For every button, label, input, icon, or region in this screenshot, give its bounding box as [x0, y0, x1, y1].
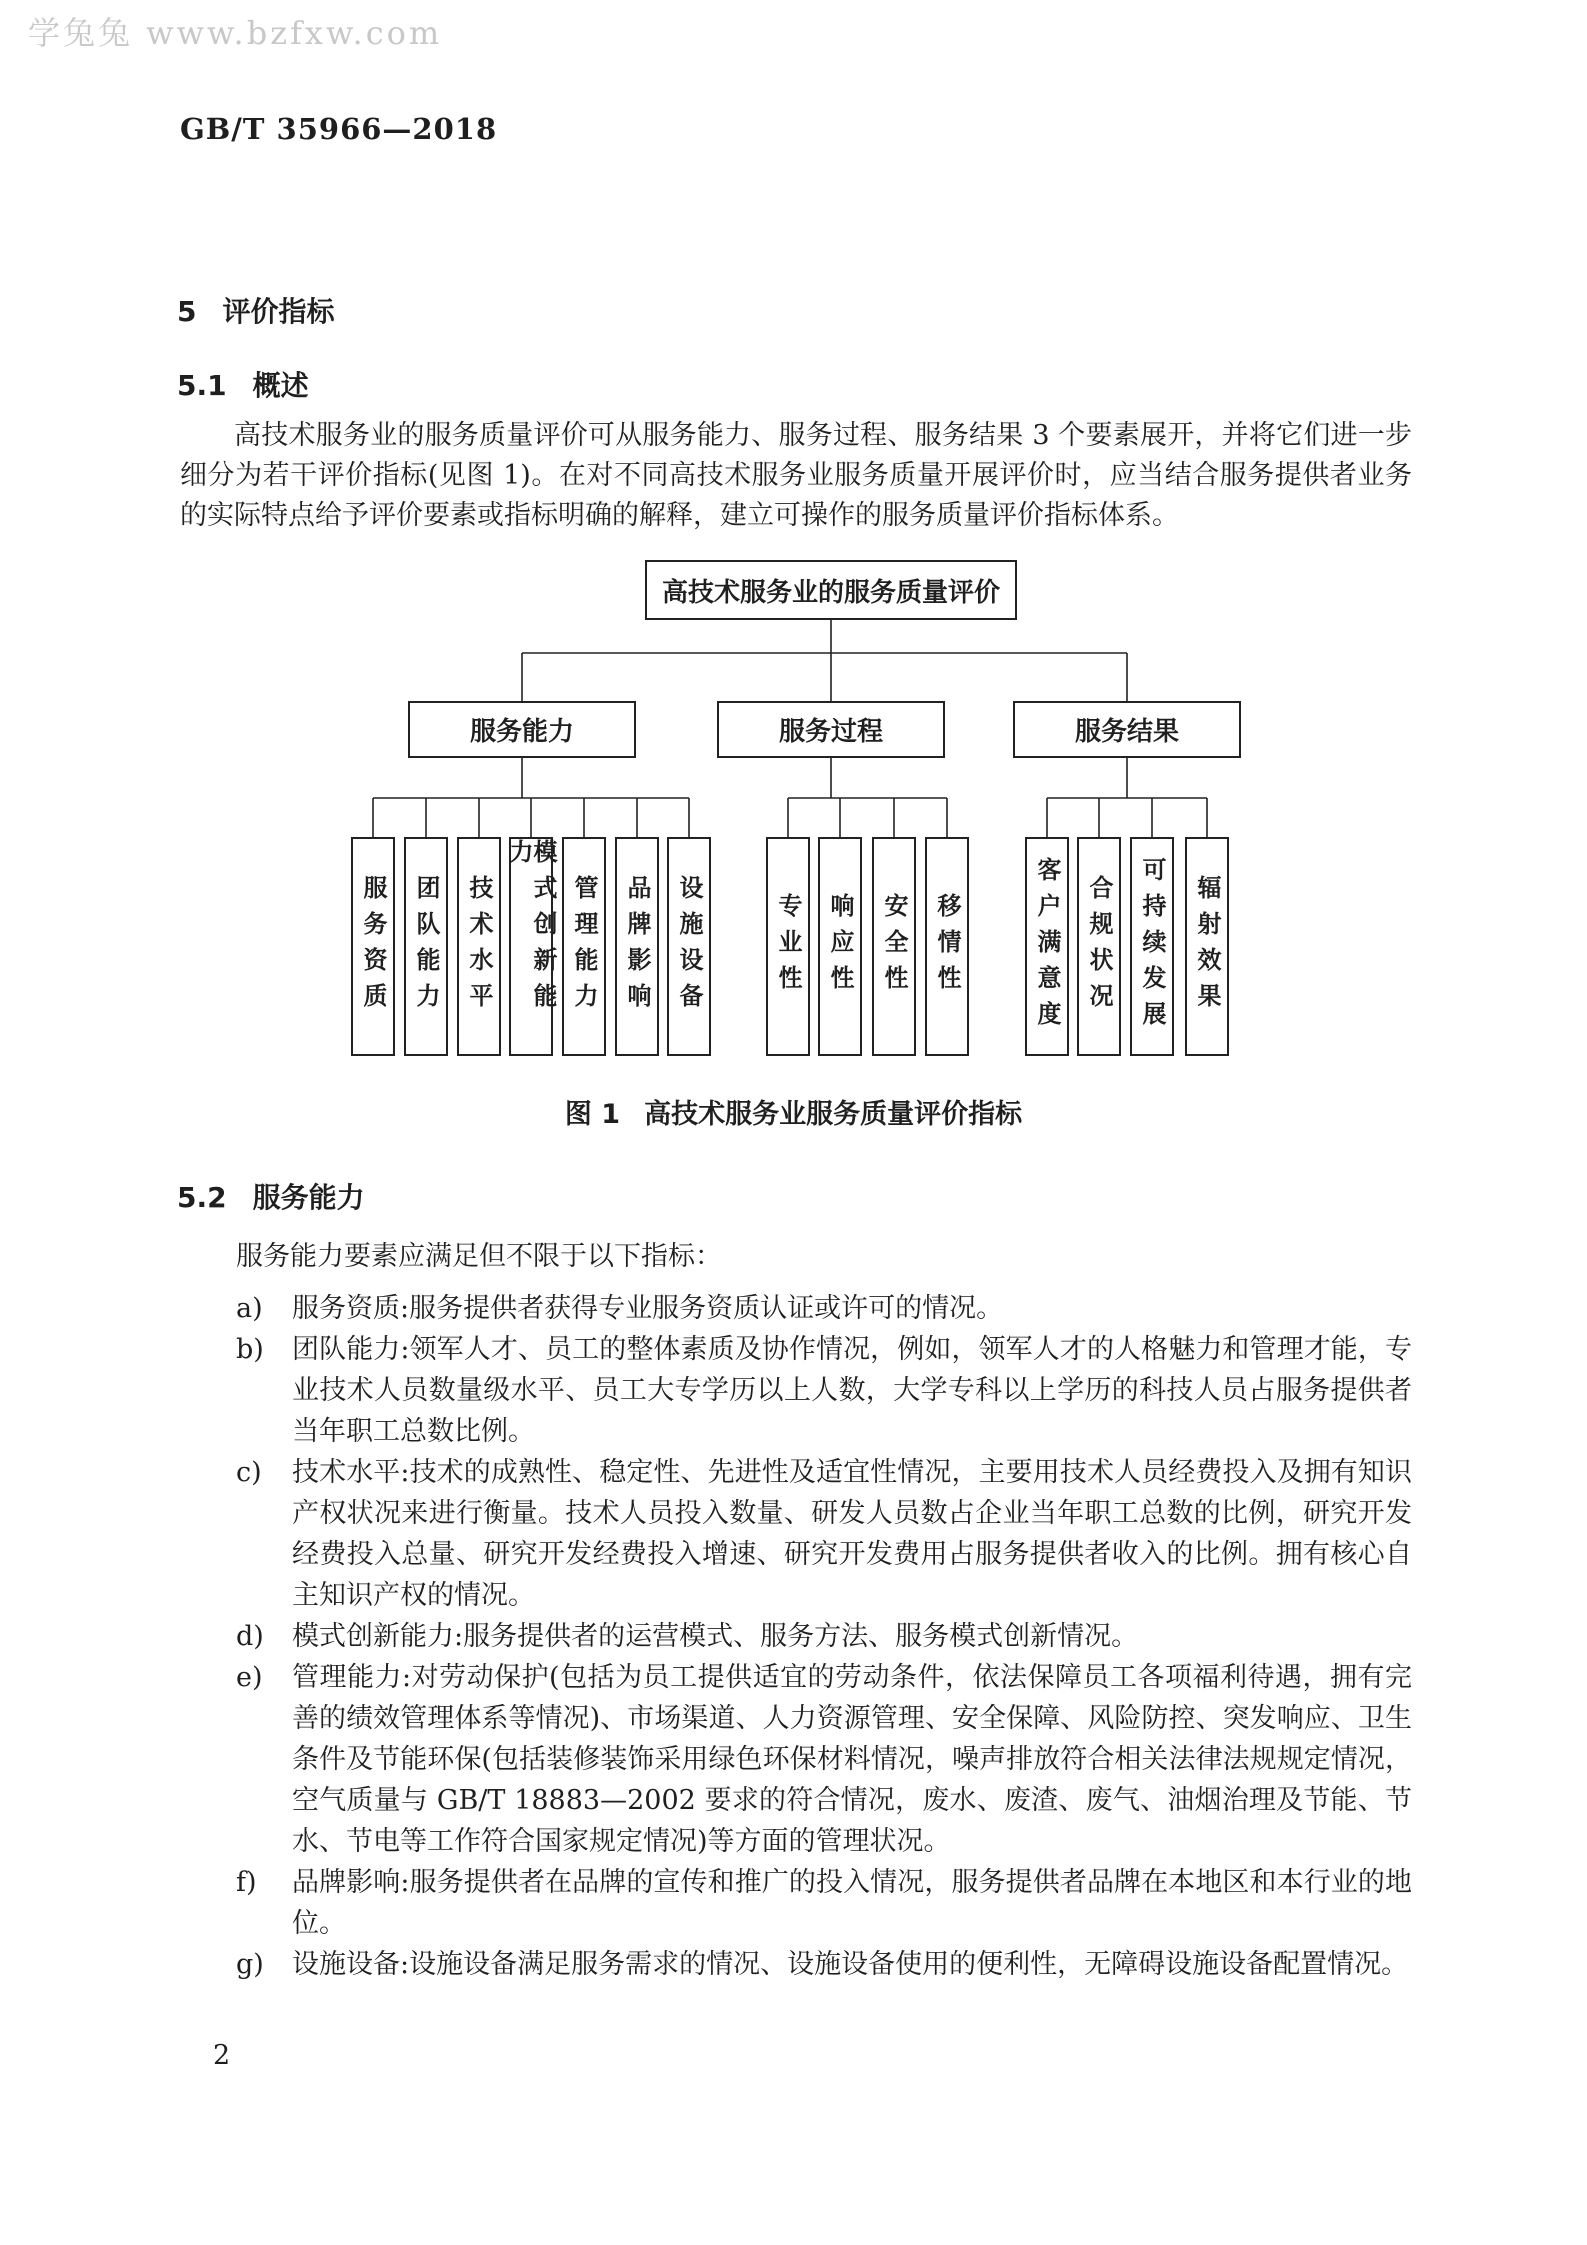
list-item-marker: b): [236, 1334, 264, 1365]
list-item-d: [236, 1616, 1412, 1657]
list-item-text: 设施设备:设施设备满足服务需求的情况、设施设备使用的便利性，无障碍设施设备配置情况。: [292, 1949, 1409, 1980]
tree-leaf-label: 模式创新能力: [505, 839, 558, 1019]
list-item-a: [236, 1288, 1412, 1329]
tree-leaf-node: [1130, 837, 1174, 1056]
tree-leaf-label: 团队能力: [412, 874, 441, 1019]
section-5-2-number: 5.2: [177, 1181, 227, 1214]
section-5-1-title: 概述: [252, 369, 309, 402]
tree-leaf-node: [872, 837, 916, 1056]
tree-leaf-node: [667, 837, 711, 1056]
list-item-marker: a): [236, 1293, 263, 1324]
section-5-1-heading: [177, 364, 309, 404]
tree-branch-label: 服务能力: [469, 717, 574, 747]
tree-leaf-node: [1185, 837, 1229, 1056]
list-item-text: 技术水平:技术的成熟性、稳定性、先进性及适宜性情况，主要用技术人员经费投入及拥有知识产权状况来进行衡量。技术人员投入数量、研发人员数占企业当年职工总数的比例，研究开发经费投入总量、研究开发经费投入增速、研究开发费用占服务提供者收入的比例。拥有核心自主知识产权的情况。: [292, 1457, 1412, 1611]
tree-leaf-node: [766, 837, 810, 1056]
section-5-2-heading: [177, 1176, 365, 1216]
figure-1-diagram: [345, 558, 1255, 1058]
list-item-text: 团队能力:领军人才、员工的整体素质及协作情况，例如，领军人才的人格魅力和管理才能，专业技术人员数量级水平、员工大专学历以上人数，大学专科以上学历的科技人员占服务提供者当年职工总数比例。: [292, 1334, 1412, 1447]
list-item-text: 管理能力:对劳动保护(包括为员工提供适宜的劳动条件，依法保障员工各项福利待遇，拥有完善的绩效管理体系等情况)、市场渠道、人力资源管理、安全保障、风险防控、突发响应、卫生条件及节能环保(包括装修装饰采用绿色环保材料情况，噪声排放符合相关法律法规规定情况，空气质量与 GB/T 18883—2002 要求的符合情况，废水、废渣、废气、油烟治理及节能、节水、节电等工作符合国家规定情况)等方面的管理状况。: [292, 1662, 1412, 1857]
tree-leaf-label: 管理能力: [570, 874, 599, 1019]
tree-leaf-label: 服务资质: [359, 874, 388, 1019]
section-5-2-title: 服务能力: [252, 1181, 365, 1214]
tree-branch-service-process: [717, 701, 945, 758]
list-item-marker: c): [236, 1457, 262, 1488]
tree-leaf-label: 设施设备: [675, 874, 704, 1019]
list-item-text: 品牌影响:服务提供者在品牌的宣传和推广的投入情况，服务提供者品牌在本地区和本行业的地位。: [292, 1867, 1412, 1939]
tree-leaf-node: [457, 837, 501, 1056]
figure-1-caption-title: 高技术服务业服务质量评价指标: [644, 1099, 1023, 1130]
tree-leaf-label: 客户满意度: [1033, 856, 1062, 1037]
list-item-marker: d): [236, 1621, 264, 1652]
tree-branch-service-result: [1013, 701, 1241, 758]
list-item-marker: g): [236, 1949, 264, 1980]
section-5-heading: [177, 290, 335, 330]
tree-leaf-node: [1025, 837, 1069, 1056]
tree-leaf-label: 合规状况: [1085, 874, 1114, 1019]
tree-leaf-label: 移情性: [933, 892, 962, 1001]
section-5-1-number: 5.1: [177, 369, 227, 402]
indicator-list: [236, 1288, 1412, 1985]
watermark-text: 学兔兔 www.bzfxw.com: [28, 14, 443, 52]
tree-leaf-label: 专业性: [774, 892, 803, 1001]
tree-branch-service-capability: [408, 701, 636, 758]
tree-leaf-node: [1077, 837, 1121, 1056]
page-number: 2: [213, 2040, 231, 2071]
list-item-marker: f): [236, 1867, 257, 1898]
tree-leaf-node: [925, 837, 969, 1056]
list-item-text: 模式创新能力:服务提供者的运营模式、服务方法、服务模式创新情况。: [292, 1621, 1139, 1652]
tree-leaf-label: 品牌影响: [623, 874, 652, 1019]
tree-leaf-label: 技术水平: [465, 874, 494, 1019]
tree-root-label: 高技术服务业的服务质量评价: [661, 577, 1000, 608]
list-item-g: [236, 1944, 1412, 1985]
section-5-2-intro: 服务能力要素应满足但不限于以下指标：: [236, 1241, 722, 1272]
tree-branch-label: 服务过程: [778, 717, 883, 747]
tree-leaf-node: [818, 837, 862, 1056]
tree-leaf-node: [615, 837, 659, 1056]
tree-root-node: [645, 560, 1017, 620]
list-item-f: [236, 1862, 1412, 1944]
section-5-title: 评价指标: [222, 295, 335, 328]
list-item-c: [236, 1452, 1412, 1616]
tree-leaf-node: [404, 837, 448, 1056]
list-item-b: [236, 1329, 1412, 1452]
list-item-e: [236, 1657, 1412, 1862]
tree-leaf-label: 响应性: [826, 892, 855, 1001]
section-5-1-paragraph: 高技术服务业的服务质量评价可从服务能力、服务过程、服务结果 3 个要素展开，并将它们进一步细分为若干评价指标(见图 1)。在对不同高技术服务业服务质量开展评价时，应当结合服务提供者业务的实际特点给予评价要素或指标明确的解释，建立可操作的服务质量评价指标体系。: [180, 420, 1412, 531]
list-item-text: 服务资质:服务提供者获得专业服务资质认证或许可的情况。: [292, 1293, 1004, 1324]
tree-leaf-label: 安全性: [880, 892, 909, 1001]
tree-leaf-node: [505, 837, 558, 1056]
standard-number: GB/T 35966—2018: [180, 112, 498, 146]
tree-leaf-node: [351, 837, 395, 1056]
tree-leaf-node: [562, 837, 606, 1056]
figure-1-caption: [0, 1092, 1587, 1131]
list-item-marker: e): [236, 1662, 263, 1693]
tree-branch-label: 服务结果: [1074, 717, 1179, 747]
tree-leaf-label: 可持续发展: [1138, 856, 1167, 1037]
section-5-number: 5: [177, 295, 197, 328]
tree-leaf-label: 辐射效果: [1193, 874, 1222, 1019]
figure-1-caption-number: 图 1: [564, 1099, 621, 1130]
